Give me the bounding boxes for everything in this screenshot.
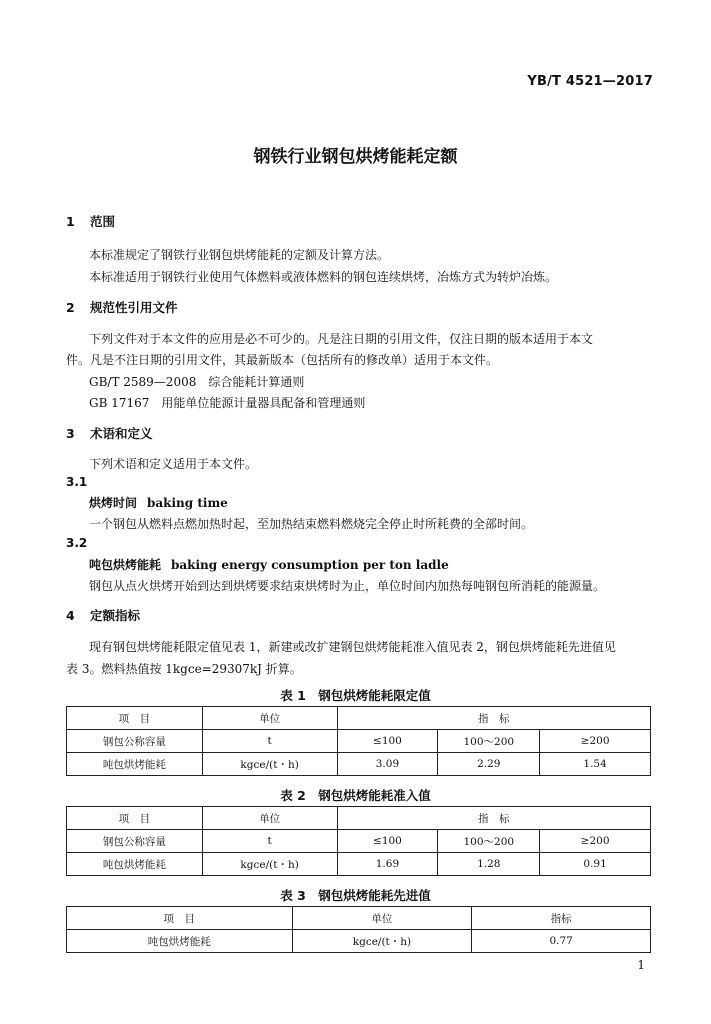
table-cell: kgce/(t・h) <box>202 753 337 776</box>
term-english: baking time <box>147 496 228 510</box>
table-3 <box>66 906 651 953</box>
section-number: 1 <box>66 214 75 229</box>
paragraph: 件。凡是不注日期的引用文件，其最新版本（包括所有的修改单）适用于本文件。 <box>66 353 499 367</box>
table-header-row <box>67 807 651 830</box>
term-english: baking energy consumption per ton ladle <box>171 558 449 572</box>
reference-item: GB 17167 用能单位能源计量器具配备和管理通则 <box>89 396 366 410</box>
section-number: 2 <box>66 300 75 315</box>
section-3-heading <box>66 424 153 442</box>
term-heading <box>89 556 449 573</box>
table-row <box>67 930 651 953</box>
header-unit: 单位 <box>292 907 472 930</box>
table-cell: ≤100 <box>337 730 438 753</box>
section-2-heading <box>66 298 178 316</box>
table-header-row <box>67 707 651 730</box>
table-row <box>67 853 651 876</box>
table-cell: 钢包公称容量 <box>67 730 203 753</box>
table-cell: 0.77 <box>472 930 651 953</box>
table-cell: 3.09 <box>337 753 438 776</box>
term-definition: 钢包从点火烘烤开始到达到烘烤要求结束烘烤时为止，单位时间内加热每吨钢包所消耗的能源量。 <box>89 579 606 593</box>
term-number: 3.1 <box>66 475 88 489</box>
header-index: 指标 <box>472 907 651 930</box>
table-cell: ≥200 <box>540 730 651 753</box>
table-cell: 100～200 <box>438 730 540 753</box>
table-cell: kgce/(t・h) <box>202 853 337 876</box>
paragraph: 现有钢包烘烤能耗限定值见表 1，新建或改扩建钢包烘烤能耗准入值见表 2，钢包烘烤能耗先进值见 <box>89 640 616 654</box>
header-item: 项 目 <box>67 807 203 830</box>
section-title: 定额指标 <box>90 608 141 623</box>
section-number: 3 <box>66 426 75 441</box>
document-title: 钢铁行业钢包烘烤能耗定额 <box>253 147 458 167</box>
table-cell: 吨包烘烤能耗 <box>67 853 203 876</box>
table-2-caption: 表 2 钢包烘烤能耗准入值 <box>280 788 431 803</box>
standard-code: YB/T 4521—2017 <box>527 74 653 89</box>
table-1-caption: 表 1 钢包烘烤能耗限定值 <box>280 688 431 703</box>
paragraph: 表 3。燃料热值按 1kgce=29307kJ 折算。 <box>66 662 302 676</box>
section-title: 术语和定义 <box>90 426 153 441</box>
table-row <box>67 730 651 753</box>
paragraph: 下列术语和定义适用于本文件。 <box>89 457 258 471</box>
table-2 <box>66 806 651 876</box>
paragraph: 本标准规定了钢铁行业钢包烘烤能耗的定额及计算方法。 <box>89 248 390 262</box>
term-chinese: 烘烤时间 <box>89 496 138 510</box>
section-4-heading <box>66 606 140 624</box>
reference-item: GB/T 2589—2008 综合能耗计算通则 <box>89 375 305 389</box>
header-unit: 单位 <box>202 807 337 830</box>
table-cell: ≥200 <box>540 830 651 853</box>
header-index: 指 标 <box>337 707 650 730</box>
section-title: 规范性引用文件 <box>90 300 178 315</box>
table-row <box>67 830 651 853</box>
table-cell: 0.91 <box>540 853 651 876</box>
table-1 <box>66 706 651 776</box>
table-cell: 100～200 <box>438 830 540 853</box>
table-cell: 1.28 <box>438 853 540 876</box>
table-cell: 1.69 <box>337 853 438 876</box>
table-3-caption: 表 3 钢包烘烤能耗先进值 <box>280 888 431 903</box>
table-cell: 2.29 <box>438 753 540 776</box>
paragraph: 下列文件对于本文件的应用是必不可少的。凡是注日期的引用文件，仅注日期的版本适用于本文 <box>89 332 594 346</box>
table-cell: t <box>202 730 337 753</box>
header-item: 项 目 <box>67 907 293 930</box>
table-row <box>67 753 651 776</box>
header-item: 项 目 <box>67 707 203 730</box>
table-header-row <box>67 907 651 930</box>
term-definition: 一个钢包从燃料点燃加热时起，至加热结束燃料燃烧完全停止时所耗费的全部时间。 <box>89 517 534 531</box>
table-cell: 钢包公称容量 <box>67 830 203 853</box>
header-unit: 单位 <box>202 707 337 730</box>
table-cell: 吨包烘烤能耗 <box>67 930 293 953</box>
table-cell: 1.54 <box>540 753 651 776</box>
header-index: 指 标 <box>337 807 650 830</box>
section-title: 范围 <box>90 214 116 229</box>
table-cell: 吨包烘烤能耗 <box>67 753 203 776</box>
term-heading <box>89 494 228 511</box>
term-number: 3.2 <box>66 536 88 550</box>
term-chinese: 吨包烘烤能耗 <box>89 558 162 572</box>
page-number: 1 <box>637 958 645 972</box>
table-cell: t <box>202 830 337 853</box>
table-cell: ≤100 <box>337 830 438 853</box>
section-number: 4 <box>66 608 75 623</box>
paragraph: 本标准适用于钢铁行业使用气体燃料或液体燃料的钢包连续烘烤，冶炼方式为转炉冶炼。 <box>89 270 558 284</box>
table-cell: kgce/(t・h) <box>292 930 472 953</box>
section-1-heading <box>66 212 115 230</box>
